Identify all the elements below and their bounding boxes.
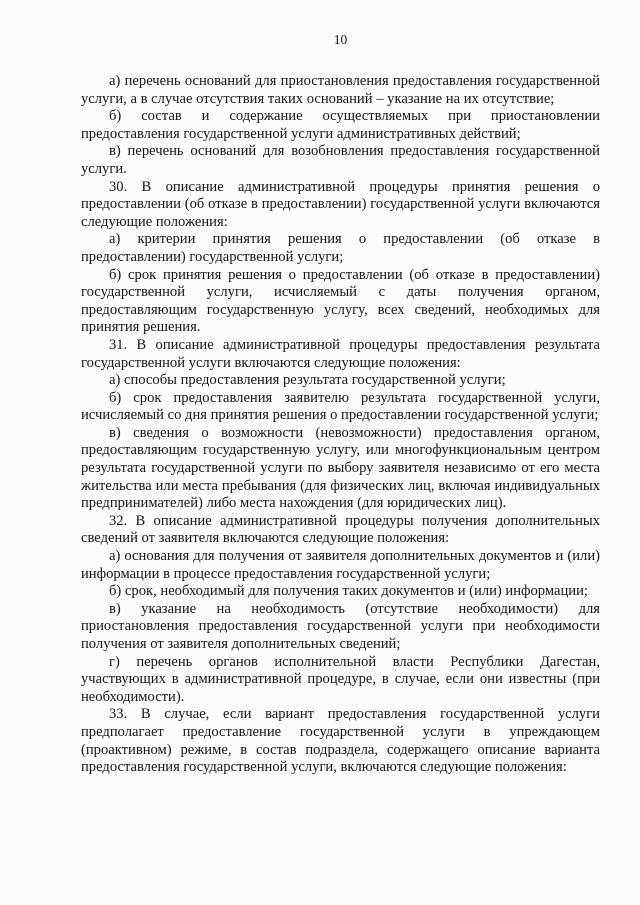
paragraph: а) критерии принятия решения о предоставлении (об отказе в предоставлении) государственной услуги; [81, 231, 600, 265]
paragraph: а) способы предоставления результата государственной услуги; [109, 372, 506, 389]
paragraph: в) сведения о возможности (невозможности) предоставления органом, предоставляющим государственную услугу, или многофункциональным центром результата государственной услуги по выбору заявителя независимо от его места жительства или места пребывания (для физических лиц, включая индивидуальных предпринимателей) либо места нахождения (для юридических лиц). [81, 424, 600, 512]
paragraph: б) срок, необходимый для получения таких документов и (или) информации; [109, 583, 588, 600]
document-body [81, 73, 600, 777]
paragraph: 33. В случае, если вариант предоставления государственной услуги предполагает предоставление государственной услуги в упреждающем (проактивном) режиме, в состав подраздела, содержащего описание варианта предоставления государственной услуги, включаются следующие положения: [81, 706, 600, 776]
page-number: 10 [333, 32, 348, 47]
paragraph: 32. В описание административной процедуры получения дополнительных сведений от заявителя включаются следующие положения: [81, 512, 600, 547]
paragraph: 30. В описание административной процедуры принятия решения о предоставлении (об отказе в предоставлении) государственной услуги включаются следующие положения: [81, 178, 600, 230]
paragraph: 31. В описание административной процедуры предоставления результата государственной услуги включаются следующие положения: [81, 336, 600, 371]
paragraph: г) перечень органов исполнительной власти Республики Дагестан, участвующих в административной процедуре, в случае, если они известны (при необходимости). [81, 653, 600, 705]
paragraph: а) перечень оснований для приостановления предоставления государственной услуги, а в случае отсутствия таких оснований – указание на их отсутствие; [81, 73, 600, 107]
paragraph: б) состав и содержание осуществляемых при приостановлении предоставления государственной услуги административных действий; [81, 108, 600, 142]
paragraph: а) основания для получения от заявителя дополнительных документов и (или) информации в процессе предоставления государственной услуги; [81, 548, 600, 582]
paragraph: б) срок предоставления заявителю результата государственной услуги, исчисляемый со дня принятия решения о предоставлении государственной услуги; [81, 389, 600, 424]
paragraph: б) срок принятия решения о предоставлении (об отказе в предоставлении) государственной услуги, исчисляемый с даты получения органом, предоставляющим государственную услугу, всех сведений, необходимых для принятия решения. [81, 266, 600, 336]
paragraph: в) указание на необходимость (отсутствие необходимости) для приостановления предоставления государственной услуги при необходимости получения от заявителя дополнительных сведений; [81, 600, 600, 652]
paragraph: в) перечень оснований для возобновления предоставления государственной услуги. [81, 143, 600, 177]
